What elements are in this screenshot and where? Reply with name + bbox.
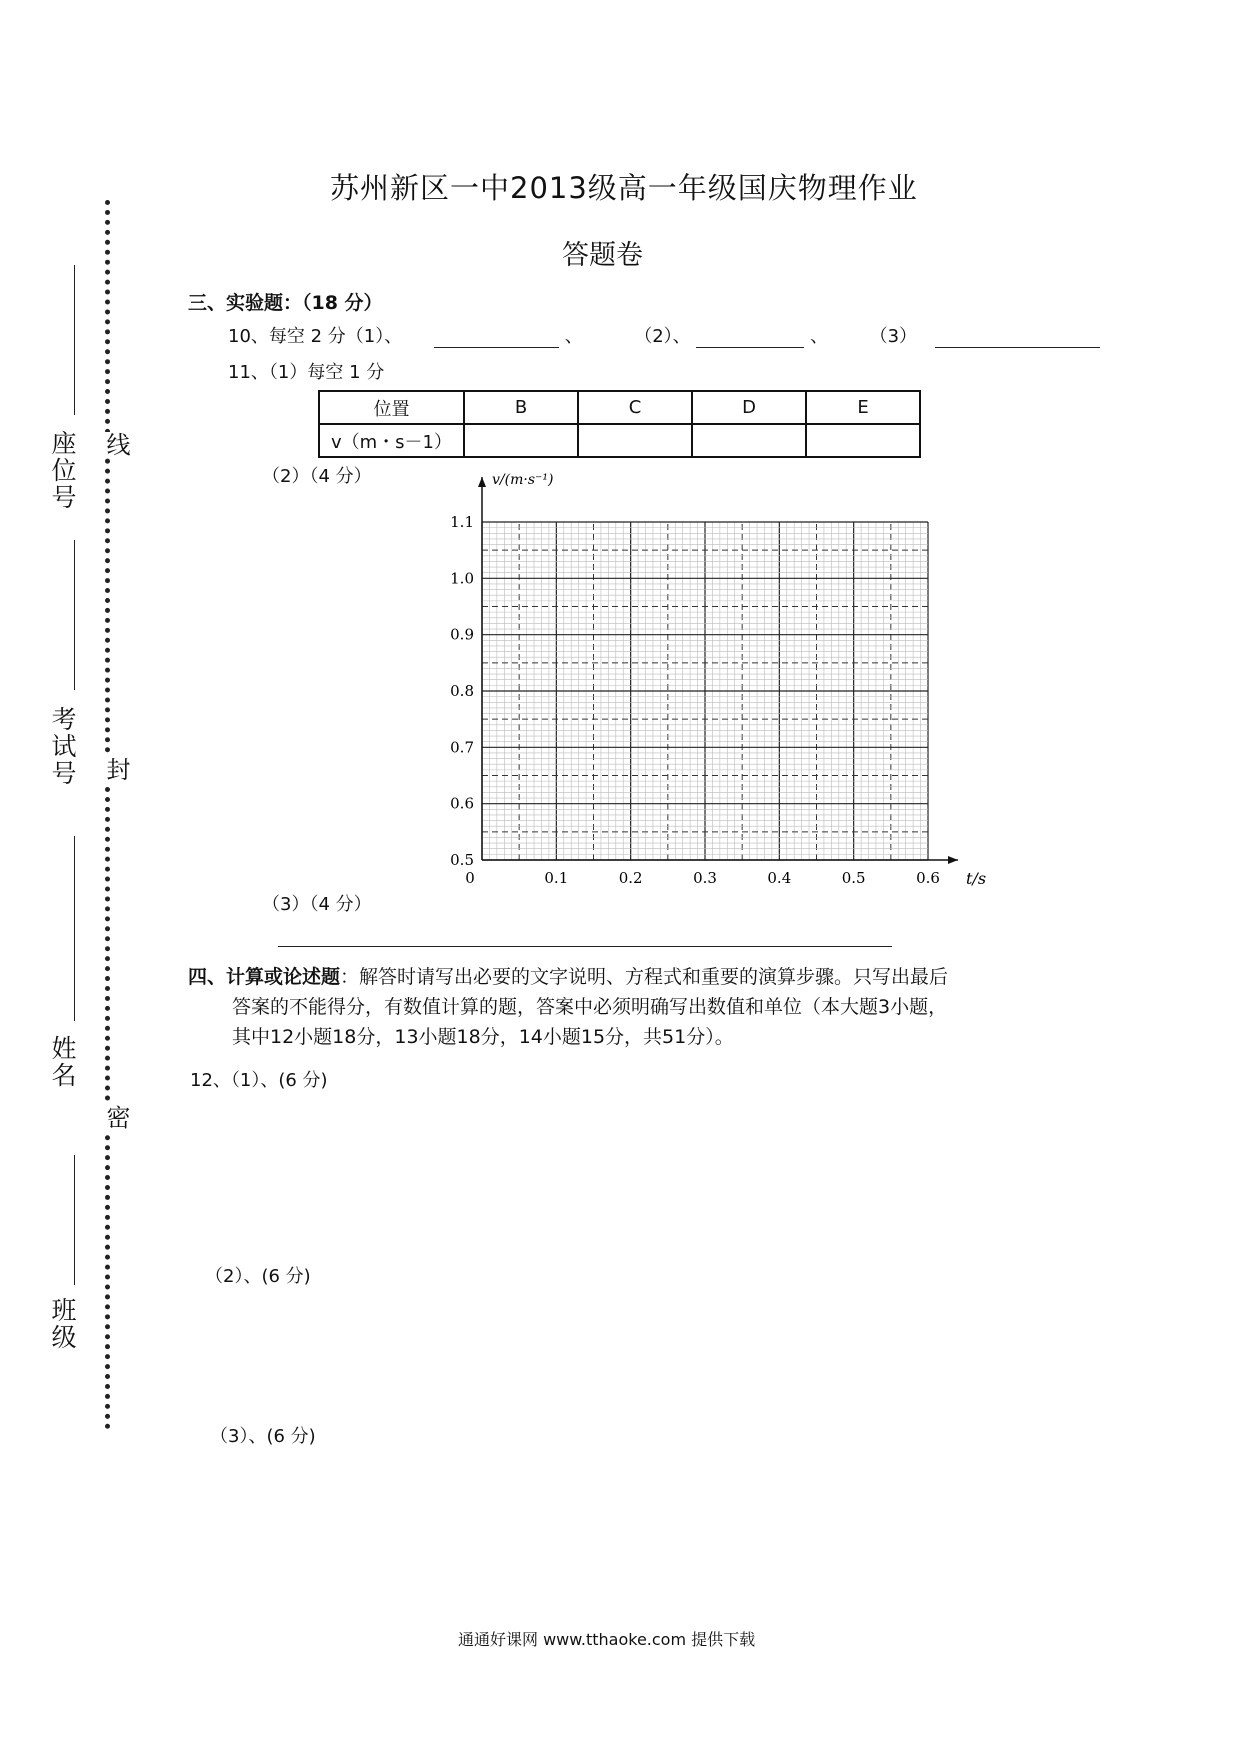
y-tick-label: 0.5 (450, 851, 474, 869)
name-label: 姓名 (48, 1035, 77, 1089)
seat-number-label: 座位号 (48, 430, 77, 511)
section4-line1-text: ：解答时请写出必要的文字说明、方程式和重要的演算步骤。只写出最后 (340, 966, 949, 988)
section4-number: 四、 (188, 966, 227, 988)
section4-line1 (188, 962, 1068, 992)
table-row (319, 424, 920, 457)
x-tick-label: 0.3 (693, 869, 717, 887)
answer-line[interactable] (278, 946, 892, 947)
y-tick-label: 0.6 (450, 794, 474, 813)
q11-part3: （3）（4 分） (262, 894, 372, 915)
y-tick-label: 1.1 (450, 513, 474, 531)
table-row-label: v（m・s－1） (319, 424, 464, 457)
x-tick-label: 0.1 (544, 869, 569, 887)
q11-part2: （2）（4 分） (262, 466, 372, 487)
velocity-time-chart (440, 470, 987, 900)
q10-answer-2[interactable] (696, 329, 804, 348)
x-tick-label: 0.6 (916, 869, 940, 887)
page-title: 苏州新区一中2013级高一年级国庆物理作业 (330, 171, 918, 205)
table-answer-cell[interactable] (578, 424, 692, 457)
seal-mark-line: 线 (99, 432, 134, 458)
table-answer-cell[interactable] (692, 424, 806, 457)
seat-number-blank[interactable] (74, 265, 75, 415)
class-label: 班级 (48, 1297, 77, 1351)
table-header-cell: E (806, 391, 920, 424)
y-tick-label: 0.7 (450, 738, 474, 757)
page-subtitle: 答题卷 (562, 240, 643, 271)
x-tick-label: 0.2 (618, 869, 643, 887)
x-tick-label: 0 (465, 869, 475, 887)
q10-part3: （3） (869, 326, 918, 347)
q10-answer-1[interactable] (434, 329, 559, 348)
table-header-cell: 位置 (319, 391, 464, 424)
y-axis-arrow (478, 477, 486, 487)
footer-text: 通通好课网 www.tthaoke.com 提供下载 (458, 1630, 756, 1649)
class-blank[interactable] (74, 1155, 75, 1285)
exam-number-blank[interactable] (74, 540, 75, 690)
q10-sep-1: 、 (564, 326, 583, 347)
q10-prefix: 10、每空 2 分（1）、 (228, 326, 403, 347)
y-tick-label: 0.9 (450, 625, 474, 644)
x-axis-label: t/s (966, 869, 987, 888)
q10-sep-2: 、 (810, 326, 829, 347)
q10-answer-3[interactable] (935, 329, 1100, 348)
name-blank[interactable] (74, 836, 75, 1021)
section4-instructions (188, 962, 1068, 1052)
table-row (319, 391, 920, 424)
y-tick-label: 0.8 (450, 682, 474, 700)
axes-layer (478, 477, 958, 864)
section4-heading: 计算或论述题 (226, 966, 341, 988)
seal-mark-secret: 密 (99, 1105, 134, 1131)
q10-part2: （2）、 (634, 326, 691, 347)
velocity-table (318, 390, 921, 458)
x-tick-label: 0.4 (767, 869, 792, 887)
y-axis-label: v/(m·s⁻¹) (492, 472, 554, 488)
q12-part3: （3）、(6 分) (210, 1426, 316, 1447)
section4-line2: 答案的不能得分，有数值计算的题，答案中必须明确写出数值和单位（本大题3小题， (232, 996, 948, 1018)
table-header-cell: B (464, 391, 578, 424)
table-header-cell: C (578, 391, 692, 424)
table-header-cell: D (692, 391, 806, 424)
tick-labels (450, 513, 940, 887)
grid-layer (482, 522, 928, 860)
x-tick-label: 0.5 (841, 869, 866, 887)
q10-row (228, 322, 1100, 348)
q12-part2: （2）、(6 分) (205, 1266, 311, 1287)
binding-dotted-line (105, 200, 110, 1430)
x-axis-arrow (948, 856, 958, 864)
y-tick-label: 1.0 (450, 569, 474, 588)
table-answer-cell[interactable] (464, 424, 578, 457)
exam-number-label: 考试号 (48, 706, 77, 787)
seal-mark-seal: 封 (99, 757, 134, 783)
section3-heading: 三、实验题：（18 分） (188, 292, 383, 314)
q12-part1: 12、（1）、(6 分) (190, 1070, 328, 1091)
table-answer-cell[interactable] (806, 424, 920, 457)
section4-line3: 其中12小题18分，13小题18分，14小题15分，共51分）。 (232, 1026, 734, 1048)
q11-prefix: 11、（1）每空 1 分 (228, 362, 385, 383)
